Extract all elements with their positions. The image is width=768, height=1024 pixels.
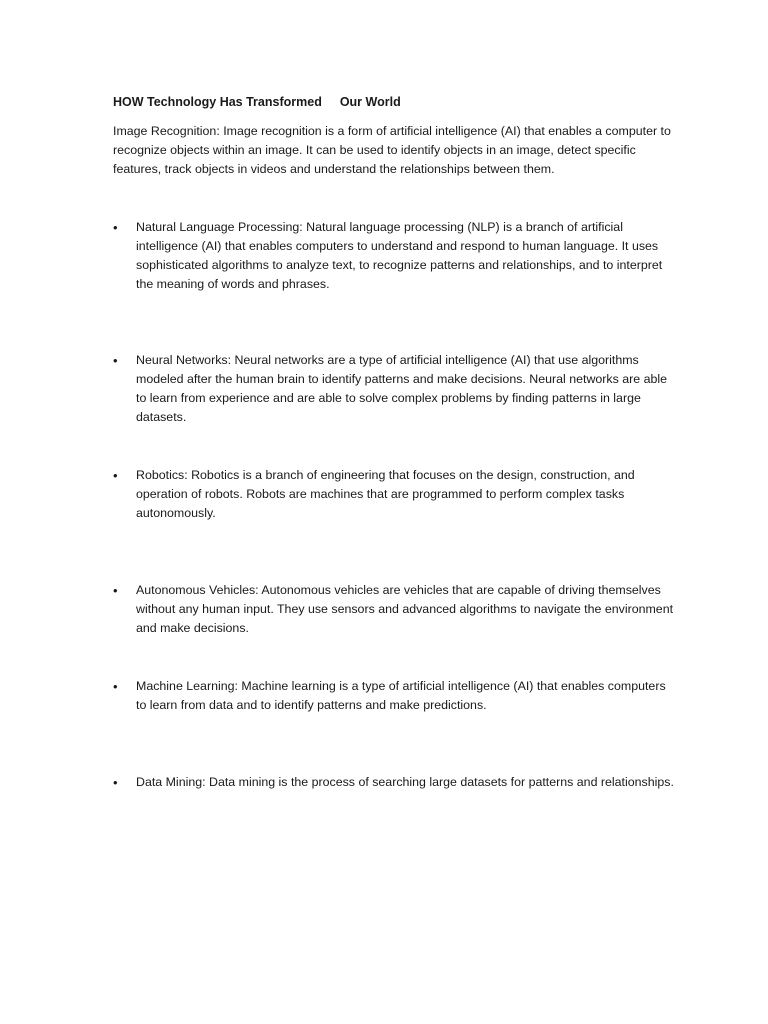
document-title: [113, 93, 401, 111]
list-item-text: Robotics: Robotics is a branch of engineering that focuses on the design, construction, and operation of robots. Robots are machines that are programmed to perform complex tasks autonomously.: [136, 468, 635, 520]
title-right: Our World: [339, 95, 401, 109]
bullet-icon: •: [113, 353, 118, 368]
list-item-text: Neural Networks: Neural networks are a type of artificial intelligence (AI) that use algorithms modeled after the human brain to identify patterns and make decisions. Neural networks are able to learn from experience and are able to solve complex problems by finding patterns in large datasets.: [136, 353, 668, 424]
bullet-icon: •: [113, 775, 118, 790]
bullet-icon: •: [113, 220, 118, 235]
list-item-text: Autonomous Vehicles: Autonomous vehicles are vehicles that are capable of driving themselves without any human input. They use sensors and advanced algorithms to navigate the environment and make decisions.: [136, 583, 674, 635]
list-item-text: Natural Language Processing: Natural language processing (NLP) is a branch of artificial intelligence (AI) that enables computers to understand and respond to human language. It uses sophisticated algorithms to analyze text, to recognize patterns and relationships, and to interpret the meaning of words and phrases.: [136, 220, 663, 291]
intro-paragraph: Image Recognition: Image recognition is a form of artificial intelligence (AI) that enables a computer to recognize objects within an image. It can be used to identify objects in an image, detect specific features, track objects in videos and understand the relationships between them.: [113, 124, 671, 176]
list-item-text: Machine Learning: Machine learning is a type of artificial intelligence (AI) that enables computers to learn from data and to identify patterns and make predictions.: [136, 679, 666, 712]
title-left: HOW Technology Has Transformed: [113, 95, 322, 109]
list-item-text: Data Mining: Data mining is the process of searching large datasets for patterns and relationships.: [136, 775, 674, 789]
bullet-icon: •: [113, 468, 118, 483]
bullet-icon: •: [113, 679, 118, 694]
bullet-icon: •: [113, 583, 118, 598]
